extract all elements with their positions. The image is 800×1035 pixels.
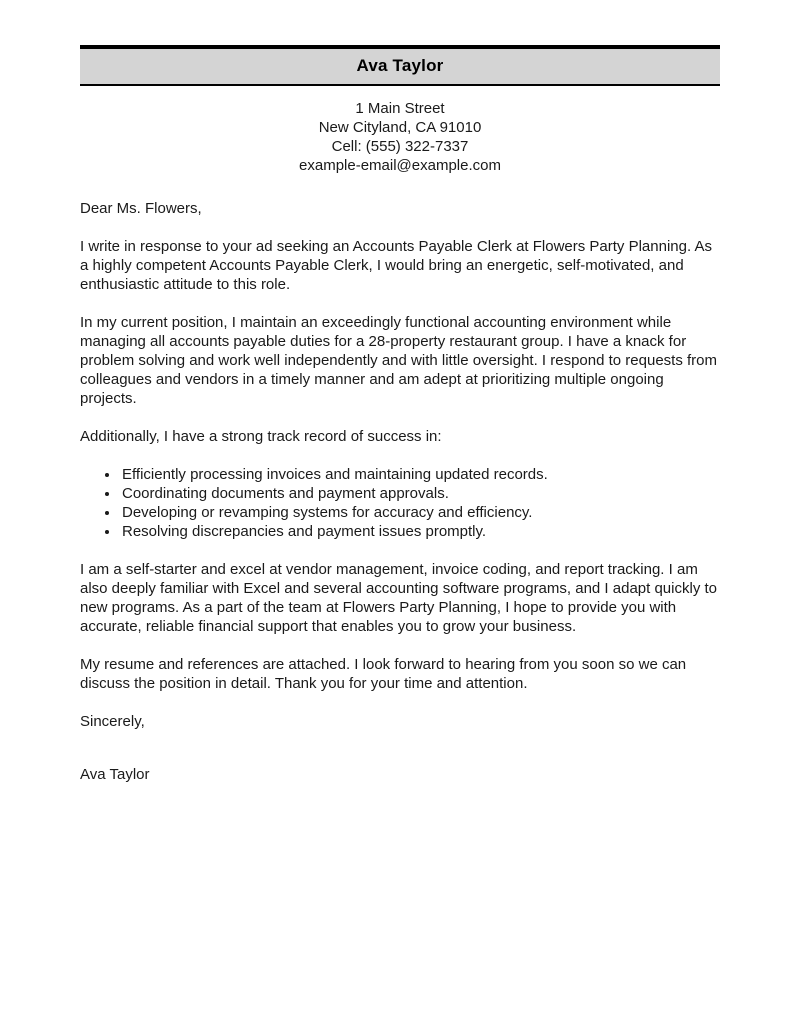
- contact-phone: Cell: (555) 322-7337: [331, 138, 469, 155]
- bullet-list: [80, 465, 720, 541]
- contact-email: example-email@example.com: [299, 157, 501, 174]
- paragraph-skills: I am a self-starter and excel at vendor management, invoice coding, and report tracking. I am also deeply familiar with Excel and several accounting software programs, and I adapt quickly to new programs. As a part of the team at Flowers Party Planning, I hope to provide you with accurate, reliable financial support that enables you to grow your business.: [80, 561, 717, 635]
- bullet-item: • Resolving discrepancies and payment issues promptly.: [120, 522, 720, 541]
- signature-name: Ava Taylor: [80, 766, 150, 783]
- bullet-item: • Developing or revamping systems for accuracy and efficiency.: [120, 503, 720, 522]
- bullet-item: • Efficiently processing invoices and maintaining updated records.: [120, 465, 720, 484]
- paragraph-resume-attached: My resume and references are attached. I look forward to hearing from you soon so we can discuss the position in detail. Thank you for your time and attention.: [80, 656, 687, 692]
- contact-address-line2: New Cityland, CA 91010: [318, 119, 482, 136]
- paragraph-current-position: In my current position, I maintain an exceedingly functional accounting environment while managing all accounts payable duties for a 28-property restaurant group. I have a knack for problem solving and work well independently and with little oversight. I respond to requests from colleagues and vendors in a timely manner and am adept at prioritizing multiple ongoing projects.: [80, 314, 718, 407]
- contact-address-line1: 1 Main Street: [355, 100, 445, 117]
- contact-block: [80, 99, 720, 175]
- header-banner: [80, 45, 720, 86]
- bullet-item: • Coordinating documents and payment approvals.: [120, 484, 720, 503]
- paragraph-track-record-lead: Additionally, I have a strong track record of success in:: [80, 428, 442, 445]
- closing: Sincerely,: [80, 713, 145, 730]
- applicant-name-heading: Ava Taylor: [356, 56, 444, 75]
- paragraph-intro: I write in response to your ad seeking an Accounts Payable Clerk at Flowers Party Planning. As a highly competent Accounts Payable Clerk, I would bring an energetic, self-motivated, and enthusiastic attitude to this role.: [80, 238, 712, 293]
- letter-body: [80, 199, 720, 784]
- salutation: Dear Ms. Flowers,: [80, 200, 202, 217]
